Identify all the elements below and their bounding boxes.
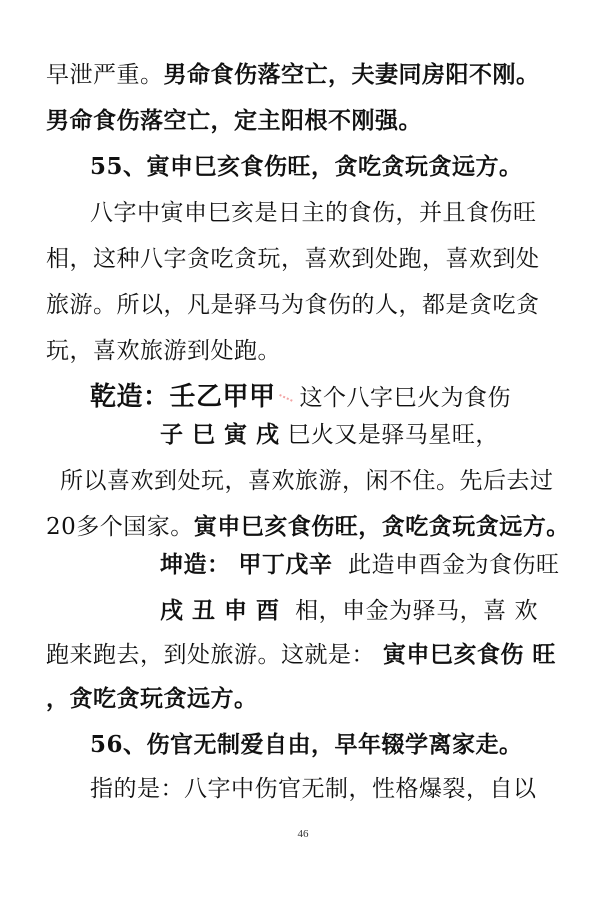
text-line-4: 八字中寅申巳亥是日主的食伤，并且食伤旺 xyxy=(90,200,537,226)
qian-zao-label: 乾造： xyxy=(90,382,170,412)
text-line-11 xyxy=(46,512,570,542)
text-run: 跑来跑去，到处旅游。这就是： xyxy=(46,642,375,668)
text-line-17: 指的是：八字中伤官无制，性格爆裂，自以 xyxy=(90,776,537,802)
qian-zao-branches-comment: 巳火又是驿马星旺， xyxy=(287,422,499,448)
text-line-2: 男命食伤落空亡，定主阳根不刚强。 xyxy=(46,107,422,134)
kun-zao-comment: 此造申酉金为食伤旺 xyxy=(347,552,560,578)
kun-zao-branches: 戌 丑 申 酉 xyxy=(160,597,280,624)
section-heading-55: 55、寅申巳亥食伤旺，贪吃贪玩贪远方。 xyxy=(90,153,523,180)
section-heading-56: 56、伤官无制爱自由，早年辍学离家走。 xyxy=(90,731,523,758)
bold-text-run: 寅申巳亥食伤 旺 xyxy=(382,641,556,668)
text-line-5: 相，这种八字贪吃贪玩，喜欢到处跑，喜欢到处 xyxy=(46,246,540,272)
kun-zao-branches-comment: 相，申金为驿马，喜 欢 xyxy=(295,598,538,624)
qian-zao-line xyxy=(90,382,511,413)
kun-zao-label: 坤造： xyxy=(160,551,231,578)
bold-text-run: 男命食伤落空亡，夫妻同房阳不刚。 xyxy=(163,61,540,88)
qian-zao-branches-line xyxy=(160,420,499,450)
annotation-mark-icon xyxy=(280,394,294,404)
kun-zao-line xyxy=(160,550,559,580)
qian-zao-branches: 子 巳 寅 戌 xyxy=(160,421,280,448)
text-line-15: ，贪吃贪玩贪远方。 xyxy=(46,685,258,712)
text-line-7: 玩，喜欢旅游到处跑。 xyxy=(46,338,281,364)
kun-zao-stems: 甲丁戊辛 xyxy=(238,551,333,578)
bold-text-run: 寅申巳亥食伤旺，贪吃贪玩贪远方。 xyxy=(193,513,570,540)
text-run: 20多个国家。 xyxy=(46,514,194,540)
qian-zao-stems: 壬乙甲甲 xyxy=(169,382,276,412)
text-line-1 xyxy=(46,60,540,90)
page-number: 46 xyxy=(297,828,309,840)
kun-zao-branches-line xyxy=(160,596,538,626)
text-line-6: 旅游。所以，凡是驿马为食伤的人，都是贪吃贪 xyxy=(46,292,540,318)
qian-zao-comment: 这个八字巳火为食伤 xyxy=(299,385,512,411)
text-line-10: 所以喜欢到处玩，喜欢旅游，闲不住。先后去过 xyxy=(60,468,554,494)
text-run: 早泄严重。 xyxy=(46,62,164,88)
text-line-14 xyxy=(46,640,556,670)
